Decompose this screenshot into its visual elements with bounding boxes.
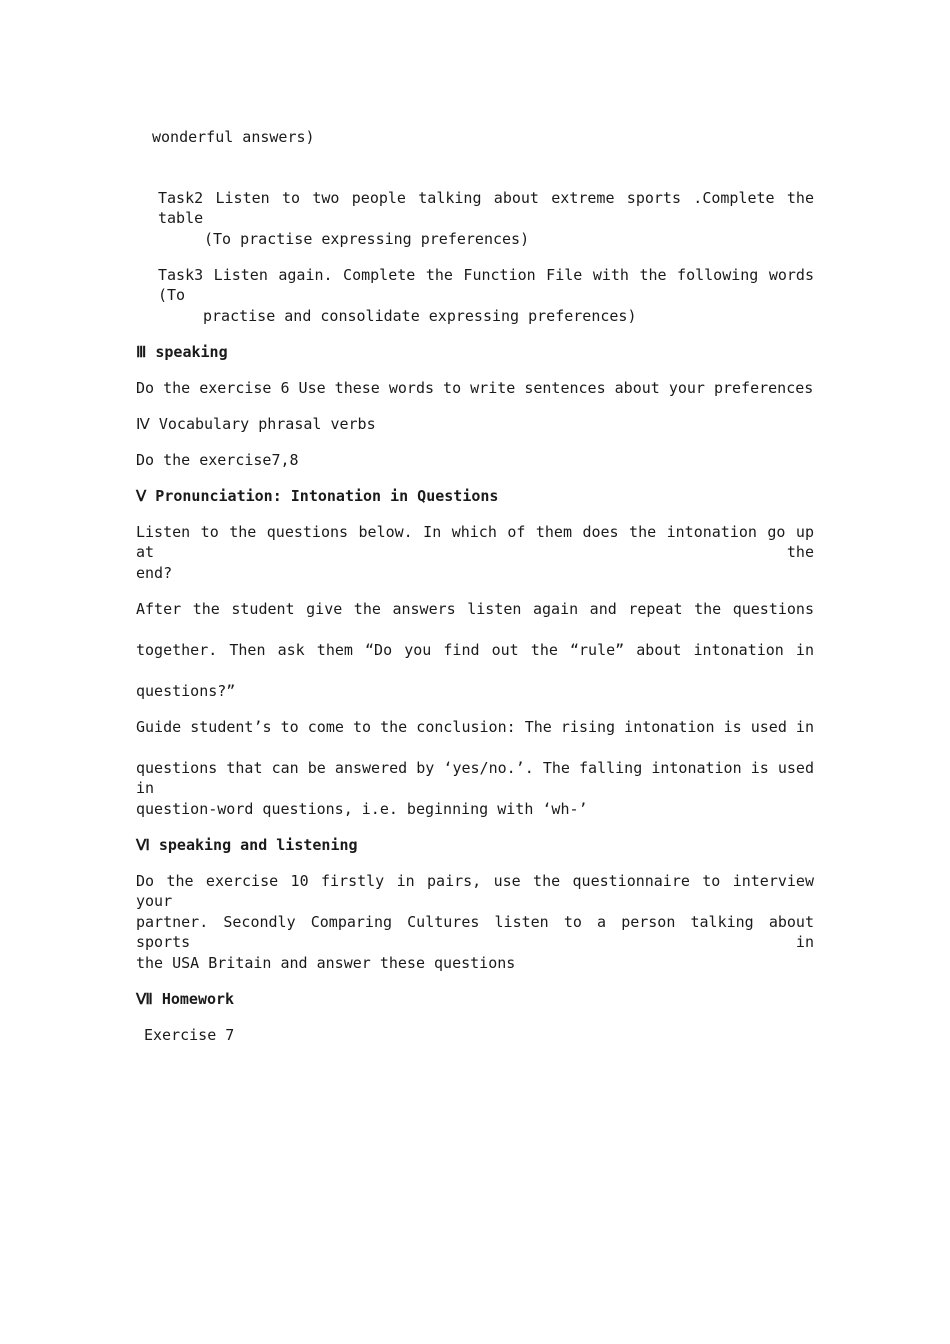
section-5-p2-line-2: together. Then ask them “Do you find out the “rule” about intonation in <box>136 641 814 659</box>
task3-line-1: Task3 Listen again. Complete the Function File with the following words (To <box>158 266 814 304</box>
section-6-line-3: the USA Britain and answer these questions <box>136 954 516 972</box>
section-3-heading: Ⅲ speaking <box>136 343 228 361</box>
section-3-body: Do the exercise 6 Use these words to write sentences about your preferences <box>136 379 814 397</box>
section-5-p3-line-1: Guide student’s to come to the conclusion: The rising intonation is used in <box>136 718 814 736</box>
section-5-heading: Ⅴ Pronunciation: Intonation in Questions <box>136 487 499 505</box>
task2-line-1: Task2 Listen to two people talking about extreme sports .Complete the table <box>158 189 814 227</box>
section-7-heading: Ⅶ Homework <box>136 990 235 1008</box>
task3-line-2: practise and consolidate expressing preferences) <box>203 307 637 325</box>
task2-line-2: (To practise expressing preferences) <box>204 230 530 248</box>
section-5-p3-line-2: questions that can be answered by ‘yes/no.’. The falling intonation is used in <box>136 759 814 797</box>
section-5-p2-line-3: questions?” <box>136 682 236 700</box>
section-6-line-1: Do the exercise 10 firstly in pairs, use the questionnaire to interview your <box>136 872 814 910</box>
section-5-p2-line-1: After the student give the answers listen again and repeat the questions <box>136 600 814 618</box>
section-5-p3-line-3: question-word questions, i.e. beginning with ‘wh-’ <box>136 800 588 818</box>
section-4-body: Do the exercise7,8 <box>136 451 299 469</box>
section-5-p1-line-2: end? <box>136 564 173 582</box>
section-6-heading: Ⅵ speaking and listening <box>136 836 358 854</box>
section-6-line-2: partner. Secondly Comparing Cultures listen to a person talking about sports in <box>136 913 814 951</box>
section-4-heading: Ⅳ Vocabulary phrasal verbs <box>136 415 376 433</box>
section-5-p1-line-1: Listen to the questions below. In which of them does the intonation go up at the <box>136 523 814 561</box>
intro-line: wonderful answers) <box>152 128 315 146</box>
section-7-body: Exercise 7 <box>144 1026 235 1044</box>
